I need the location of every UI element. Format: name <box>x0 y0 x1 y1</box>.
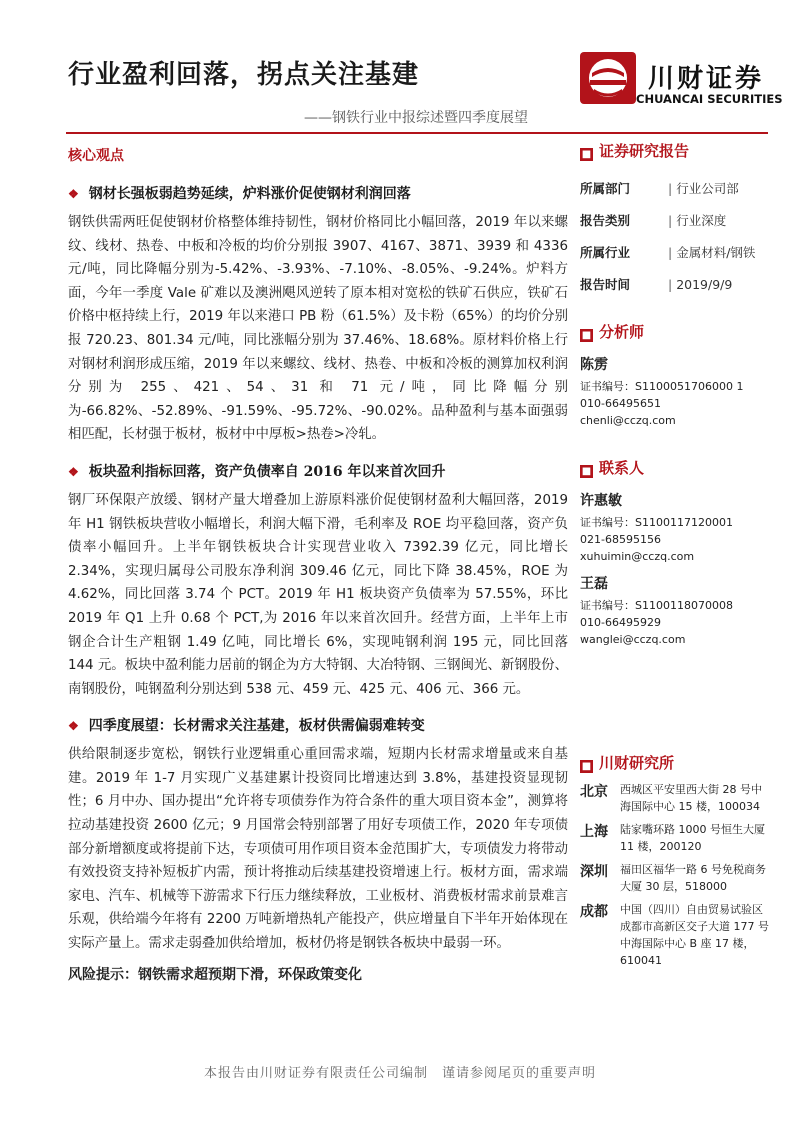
section-paragraph: 供给限制逐步宽松，钢铁行业逻辑重心重回需求端，短期内长材需求增量或来自基建。2019 年 1-7 月实现广义基建累计投资同比增速达到 3.8%，基建投资显现韧性；6 月中办、国办提出“允许将专项债券作为符合条件的重大项目资本金”，测算将拉动基建投资 2600 亿元；9 月国常会特别部署了用好专项债工作，2020 年专项债部分新增额度或将提前下达，专项债可用作项目资本金范围扩大，专项债发力将带动有效投资支持补短板扩内需，预计将推动后续基建投资增速上行。板材方面，需求端家电、汽车、机械等下游需求下行压力继续释放，工业板材、消费板材需求前景难言乐观，供给端今年将有 2200 万吨新增热轧产能投产，供应增量自下半年开始体现在实际产量上。需求走弱叠加供给增加，板材仍将是钢铁各板块中最弱一环。 <box>68 747 568 952</box>
brand-name-en: CHUANCAI SECURITIES <box>636 92 783 106</box>
section-heading: ❖ 钢材长强板弱趋势延续，炉料涨价促使钢材利润回落 <box>68 186 411 202</box>
risk-warning: 风险提示：钢铁需求超预期下滑，环保政策变化 <box>68 966 362 983</box>
contact-card: 王磊 证书编号：S1100118070008 010-66495929 wanglei@cczq.com <box>580 576 733 646</box>
office-item: 深圳 福田区福华一路 6 号免税商务大厦 30 层，518000 <box>580 863 766 893</box>
sidebar <box>580 140 770 969</box>
core-views-title: 核心观点 <box>68 148 124 164</box>
section-heading: ❖ 板块盈利指标回落，资产负债率自 2016 年以来首次回升 <box>68 463 446 480</box>
meta-row: 报告类别 | 行业深度 <box>580 205 770 237</box>
diamond-bullet-icon: ❖ <box>68 719 79 734</box>
diamond-bullet-icon: ❖ <box>68 464 79 479</box>
main-content <box>68 145 568 984</box>
section-heading: ❖ 四季度展望：长材需求关注基建，板材供需偏弱难转变 <box>68 718 425 735</box>
bullet-square-icon: ■ <box>581 330 592 341</box>
report-type-title: ■ 证券研究报告 <box>581 142 690 160</box>
section-paragraph: 钢铁供需两旺促使钢材价格整体维持韧性，钢材价格同比小幅回落，2019 年以来螺纹、线材、热卷、中板和冷板的均价分别报 3907、4167、3871、3939 和 4336 元/吨，同比降幅分别为-5.42%、-3.93%、-7.10%、-8.05%、-9.24%。炉料方面，今年一季度 Vale 矿难以及澳洲飓风逆转了原本相对宽松的铁矿石供应，铁矿石价格中枢持续上行，2019 年以来港口 PB 粉（61.5%）及卡粉（65%）的均价分别报 720.23、801.34 元/吨，同比涨幅分别为 37.46%、18.68%。原材料价格上行对钢材利润形成压缩，2019 年以来螺纹、线材、热卷、中板和冷板的测算加权利润分别为 255、421、54、31 和 71 元/吨，同比降幅分别为-66.82%、-52.89%、-91.59%、-95.72%、-90.02%。品种盈利与基本面强弱相匹配，长材强于板材，板材中中厚板>热卷>冷轧。 <box>68 215 568 443</box>
contacts-title: ■ 联系人 <box>581 459 645 477</box>
bullet-square-icon: ■ <box>581 149 592 160</box>
meta-row: 所属部门 | 行业公司部 <box>580 173 770 205</box>
analyst-title: ■ 分析师 <box>581 323 645 341</box>
meta-row: 所属行业 | 金属材料/钢铁 <box>580 237 770 269</box>
contact-card: 许惠敏 证书编号：S1100117120001 021-68595156 xuhuimin@cczq.com <box>580 493 733 563</box>
bullet-square-icon: ■ <box>581 466 592 477</box>
footer-disclaimer: 本报告由川财证券有限责任公司编制 谨请参阅尾页的重要声明 <box>203 1066 596 1081</box>
report-subtitle: ——钢铁行业中报综述暨四季度展望 <box>304 110 528 126</box>
report-title: 行业盈利回落，拐点关注基建 <box>68 60 420 90</box>
report-meta <box>580 173 770 301</box>
office-item: 成都 中国（四川）自由贸易试验区成都市高新区交子大道 177 号中海国际中心 B 座 17 楼，610041 <box>580 903 769 967</box>
diamond-bullet-icon: ❖ <box>68 187 79 201</box>
office-item: 上海 陆家嘴环路 1000 号恒生大厦 11 楼，200120 <box>580 823 765 853</box>
office-item: 北京 西城区平安里西大街 28 号中海国际中心 15 楼，100034 <box>580 783 762 813</box>
office-list <box>580 781 770 969</box>
section-paragraph: 钢厂环保限产放缓、钢材产量大增叠加上游原料涨价促使钢材盈利大幅回落，2019 年 H1 钢铁板块营收小幅增长，利润大幅下滑，毛利率及 ROE 均平稳回落，资产负债率小幅回升。上半年钢铁板块合计实现营业收入 7392.39 亿元，同比增长 2.34%，实现归属母公司股东净利润 309.46 亿元，同比下降 38.45%，ROE 为 4.62%，同比回落 3.74 个 PCT。2019 年 H1 板块资产负债率为 57.55%，环比 2019 年 Q1 上升 0.68 个 PCT,为 2016 年以来首次回升。经营方面，上半年上市钢企合计生产粗钢 1.49 亿吨，同比增长 6%，实现吨钢利润 195 元，同比回落 144 元。板块中盈利能力居前的钢企为方大特钢、大冶特钢、三钢闽光、新钢股份、南钢股份，吨钢盈利分别达到 538 元、459 元、425 元、406 元、366 元。 <box>68 492 568 697</box>
analyst-card: 陈雳 证书编号：S1100051706000 1 010-66495651 chenli@cczq.com <box>580 357 744 427</box>
header-divider <box>66 132 768 134</box>
bullet-square-icon: ■ <box>581 761 592 772</box>
chuancai-logo-icon <box>580 52 636 104</box>
institute-title: ■ 川财研究所 <box>581 754 675 772</box>
brand-name-cn: 川财证券 <box>648 64 765 94</box>
meta-row: 报告时间 | 2019/9/9 <box>580 269 770 301</box>
